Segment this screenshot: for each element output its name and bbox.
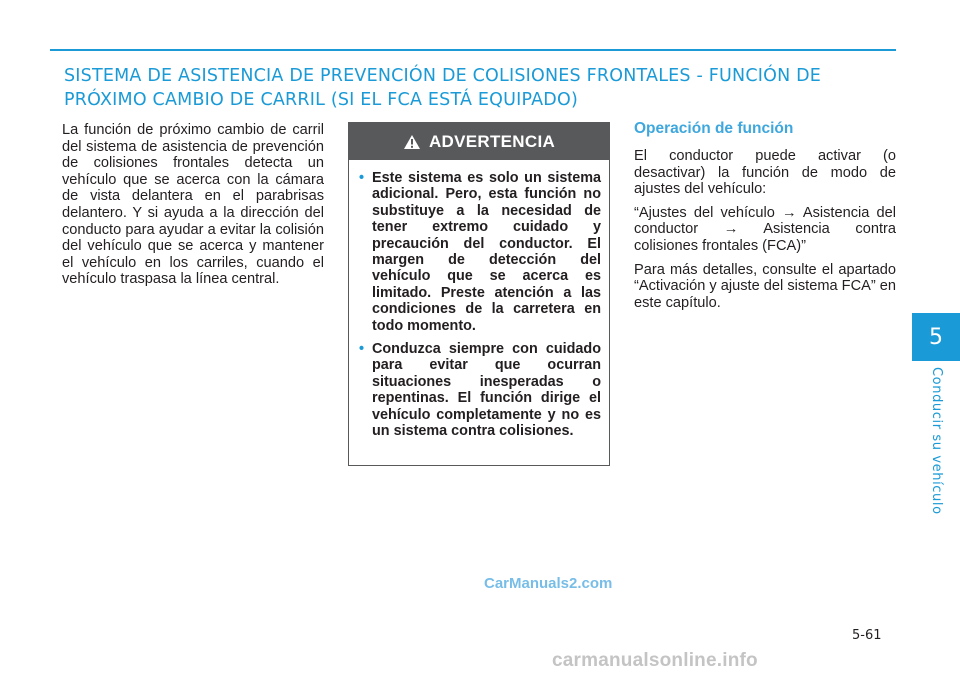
bullet-icon: • (359, 341, 365, 358)
operation-paragraph: El conductor puede activar (o desactivar) la función de modo de ajustes del vehículo: (634, 148, 896, 198)
warning-item (359, 341, 601, 439)
warning-triangle-icon (403, 134, 421, 150)
chapter-label-text: Conducir su vehículo (929, 367, 944, 515)
settings-path-paragraph: “Ajustes del vehículo → Asistencia del conductor → Asistencia contra colisiones frontales (FCA)” (634, 204, 896, 254)
left-column (62, 122, 324, 295)
warning-item (359, 170, 601, 334)
warning-list (349, 160, 609, 440)
warning-box (348, 122, 610, 466)
right-column (634, 148, 896, 318)
intro-paragraph: La función de próximo cambio de carril del sistema de asistencia de prevención de colisiones frontales detecta un vehículo que se acerca con la cámara de vista delantera en el parabrisas delantero. Y si ayuda a la dirección del conducto para ayudar a evitar la colisión del vehículo que se acerca y mantener el vehículo en los carriles, cuando el vehículo traspasa la línea central. (62, 122, 324, 288)
warning-item-text: Este sistema es solo un sistema adicional. Pero, esta función no substituye a la necesidad de tener extremo cuidado y precaución del conductor. El margen de detección del vehículo que se acerca es limitado. Preste atención a las condiciones de la carretera en todo momento. (372, 170, 601, 334)
watermark-bottom: carmanualsonline.info (552, 650, 758, 671)
details-paragraph: Para más detalles, consulte el apartado “Activación y ajuste del sistema FCA” en este capítulo. (634, 261, 896, 311)
watermark-center: CarManuals2.com (484, 575, 613, 592)
warning-title: ADVERTENCIA (428, 131, 556, 151)
warning-item-text: Conduzca siempre con cuidado para evitar que ocurran situaciones inesperadas o repentinas. El función dirige el vehículo completamente y no es un sistema contra colisiones. (372, 341, 601, 440)
warning-header (349, 123, 609, 160)
chapter-tab: 5 (912, 313, 960, 361)
section-title: SISTEMA DE ASISTENCIA DE PREVENCIÓN DE COLISIONES FRONTALES - FUNCIÓN DE PRÓXIMO CAMBIO DE CARRIL (SI EL FCA ESTÁ EQUIPADO) (64, 66, 822, 110)
page-number: 5-61 (852, 628, 882, 643)
top-rule (50, 49, 896, 51)
bullet-icon: • (359, 170, 365, 186)
operation-heading: Operación de función (634, 120, 794, 137)
